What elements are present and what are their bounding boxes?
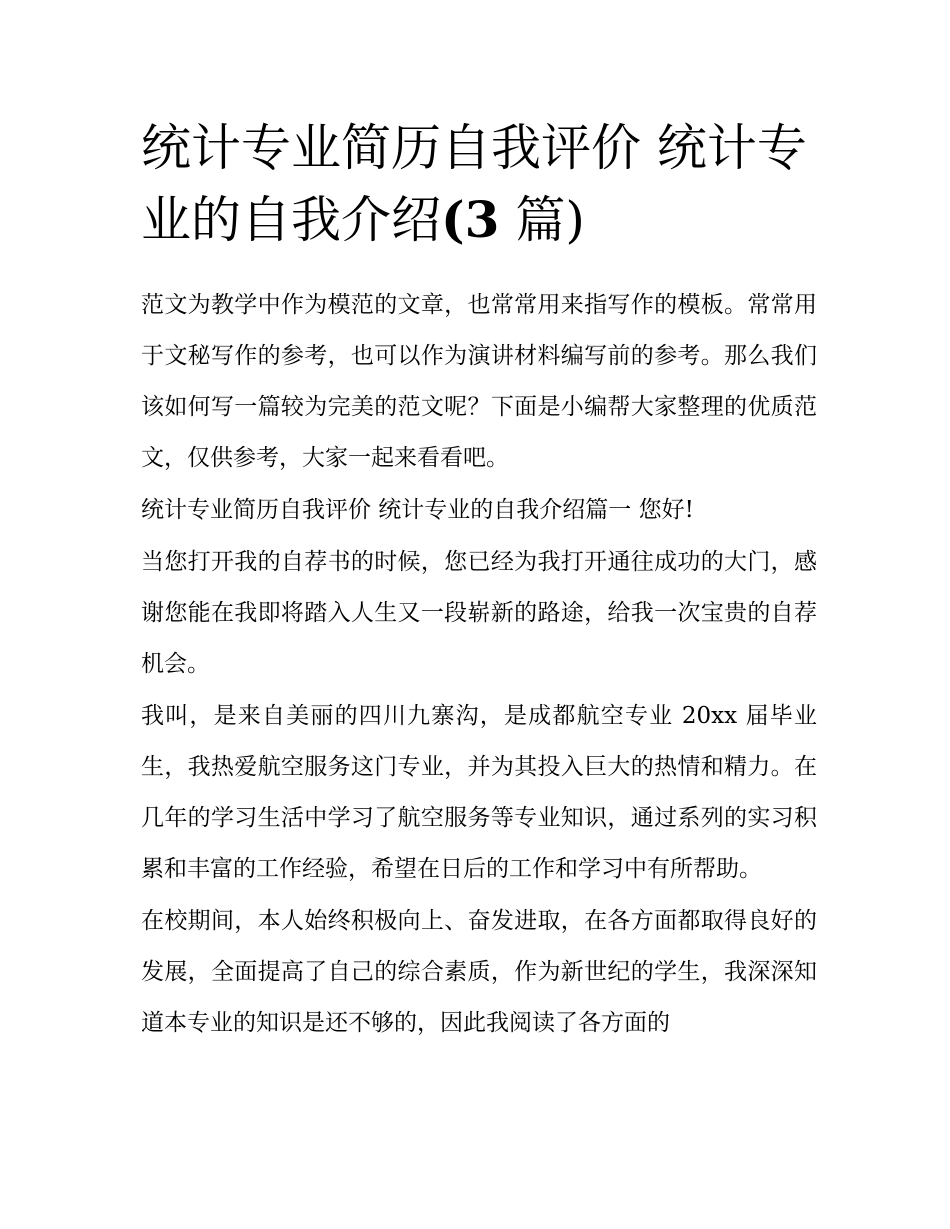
document-body (141, 280, 817, 1049)
document-title (141, 112, 817, 256)
title-count: (3 (441, 190, 500, 249)
paragraph-opening: 当您打开我的自荐书的时候，您已经为我打开通往成功的大门，感谢您能在我即将踏入人生又一段崭新的路途，给我一次宝贵的自荐机会。 (141, 549, 817, 677)
paragraph-heading-greeting: 统计专业简历自我评价 统计专业的自我介绍篇一 您好! (141, 497, 694, 523)
paragraph-intro: 范文为教学中作为模范的文章，也常常用来指写作的模板。常常用于文秘写作的参考，也可以作为演讲材料编写前的参考。那么我们该如何写一篇较为完美的范文呢？下面是小编帮大家整理的优质范文，仅供参考，大家一起来看看吧。 (141, 292, 817, 471)
document-content (141, 112, 817, 1050)
paragraph-school-period: 在校期间，本人始终积极向上、奋发进取，在各方面都取得良好的发展，全面提高了自己的综合素质，作为新世纪的学生，我深深知道本专业的知识是还不够的，因此我阅读了各方面的 (141, 908, 817, 1036)
title-text: 统计专业简历自我评价 统计专业的自我介绍 (141, 119, 807, 249)
paragraph-introduction: 我叫，是来自美丽的四川九寨沟，是成都航空专业 20xx 届毕业生，我热爱航空服务这门专业，并为其投入巨大的热情和精力。在几年的学习生活中学习了航空服务等专业知识，通过系列的实习积累和丰富的工作经验，希望在日后的工作和学习中有所帮助。 (141, 703, 817, 882)
title-suffix: 篇) (499, 191, 585, 249)
